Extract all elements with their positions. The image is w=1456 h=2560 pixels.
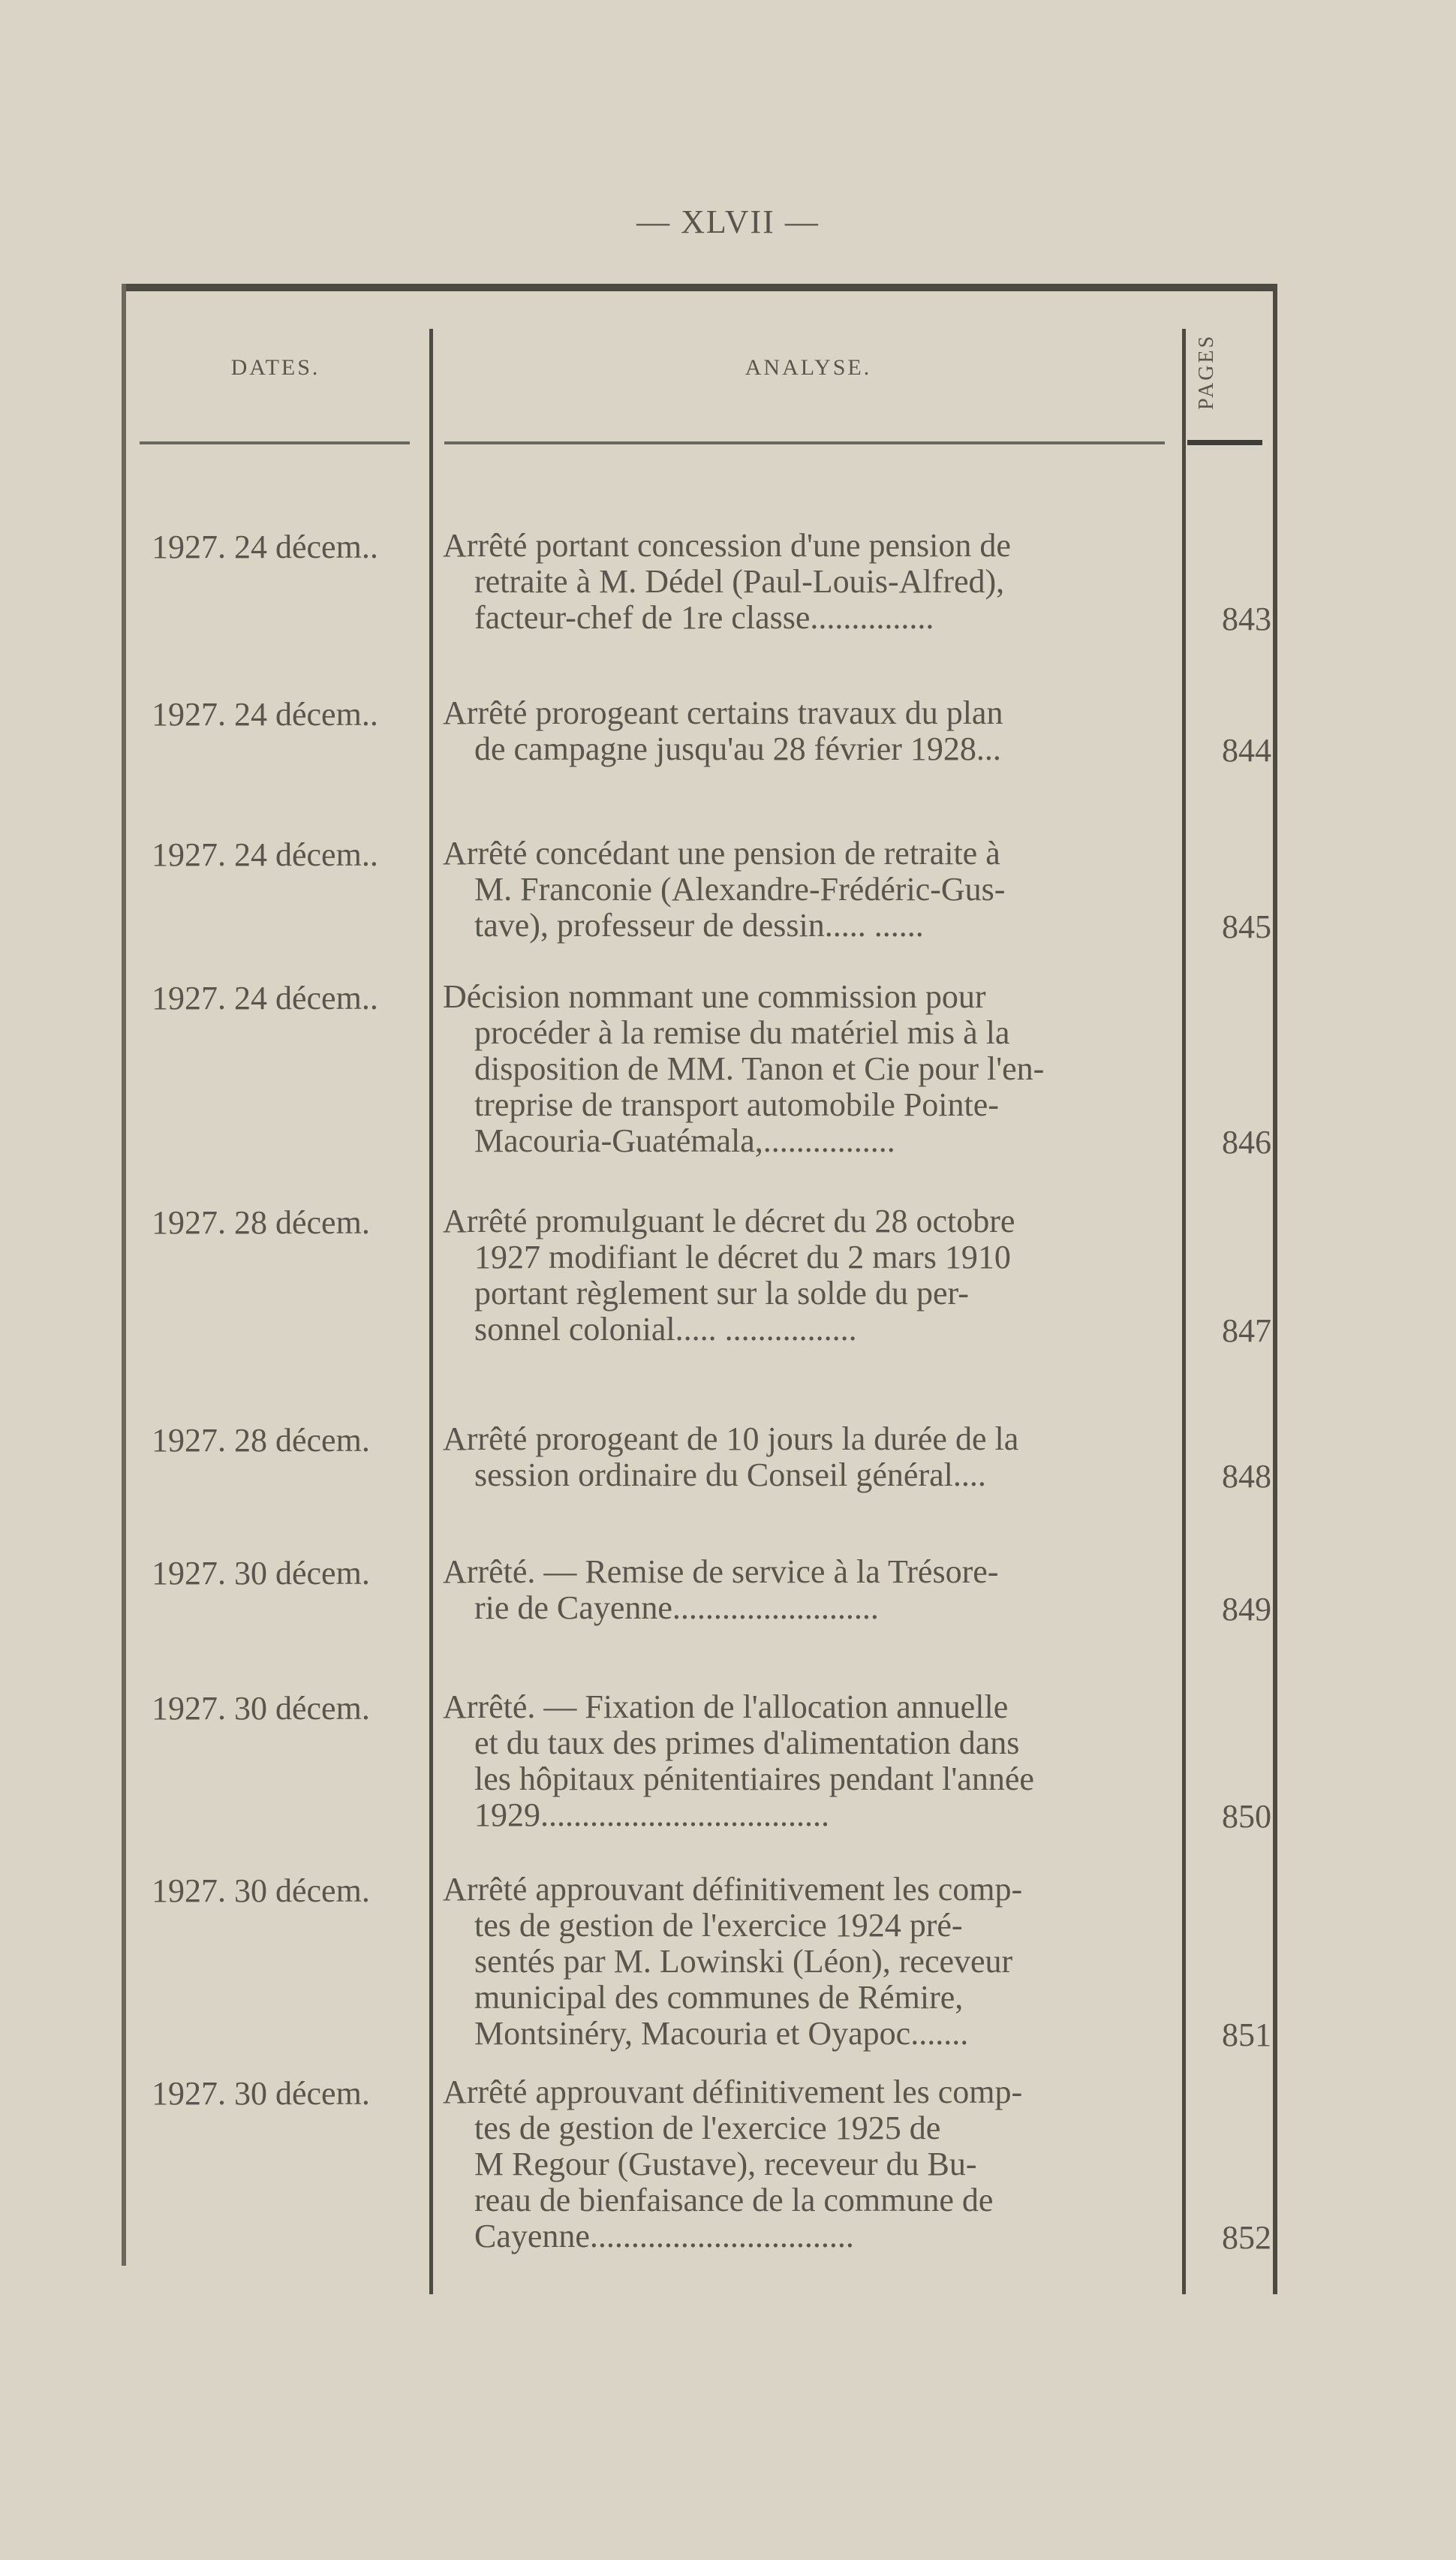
entry-page-number: 849 xyxy=(1222,1591,1271,1628)
entry-date: 1927. 24 décem.. xyxy=(152,696,378,733)
header-underline-analyse xyxy=(444,441,1165,444)
entry-analysis-line: M. Franconie (Alexandre-Frédéric-Gus- xyxy=(474,872,1006,908)
entry-page-number: 844 xyxy=(1222,732,1271,769)
entry-analysis xyxy=(443,1554,1169,1626)
column-divider-dates xyxy=(429,329,433,2294)
entry-analysis-line: Arrêté prorogeant certains travaux du plan xyxy=(443,695,1003,731)
entry-analysis-line: tes de gestion de l'exercice 1925 de xyxy=(474,2110,941,2146)
entry-analysis xyxy=(443,1689,1169,1833)
entry-analysis-line: 1927 modifiant le décret du 2 mars 1910 xyxy=(474,1239,1011,1275)
entry-analysis-line: tes de gestion de l'exercice 1924 pré- xyxy=(474,1908,963,1944)
entry-analysis-line: de campagne jusqu'au 28 février 1928... xyxy=(474,731,1001,767)
entry-analysis xyxy=(443,528,1169,636)
table-right-rule xyxy=(1273,284,1277,2294)
entry-analysis-line: sentés par M. Lowinski (Léon), receveur xyxy=(474,1944,1013,1980)
entry-analysis-line: rie de Cayenne......................... xyxy=(474,1590,879,1626)
entry-analysis-line: procéder à la remise du matériel mis à la xyxy=(474,1015,1010,1051)
header-underline-dates xyxy=(140,441,410,444)
column-header-dates: DATES. xyxy=(230,355,320,380)
entry-analysis-line: M Regour (Gustave), receveur du Bu- xyxy=(474,2146,977,2182)
entry-analysis-line: Montsinéry, Macouria et Oyapoc....... xyxy=(474,2016,969,2052)
column-header-analyse: ANALYSE. xyxy=(745,355,872,380)
entry-analysis-line: 1929................................... xyxy=(474,1797,829,1833)
entry-analysis-line: Arrêté promulguant le décret du 28 octobre xyxy=(443,1203,1015,1239)
column-divider-pages xyxy=(1182,329,1186,2294)
entry-analysis-line: tave), professeur de dessin..... ...... xyxy=(474,908,924,944)
entry-analysis-line: Arrêté concédant une pension de retraite à xyxy=(443,836,1000,872)
entry-page-number: 848 xyxy=(1222,1458,1271,1495)
entry-page-number: 847 xyxy=(1222,1312,1271,1349)
entry-analysis-line: et du taux des primes d'alimentation dans xyxy=(474,1725,1020,1761)
entry-analysis xyxy=(443,979,1169,1159)
entry-analysis-line: Macouria-Guatémala,................ xyxy=(474,1123,895,1159)
entry-analysis-line: Arrêté portant concession d'une pension de xyxy=(443,528,1011,564)
entry-page-number: 845 xyxy=(1222,908,1271,945)
entry-analysis-line: facteur-chef de 1re classe............... xyxy=(474,600,934,636)
entry-analysis-line: reau de bienfaisance de la commune de xyxy=(474,2182,994,2218)
entry-page-number: 851 xyxy=(1222,2016,1271,2053)
table-top-rule xyxy=(122,284,1277,291)
entry-date: 1927. 24 décem.. xyxy=(152,836,378,873)
entry-page-number: 850 xyxy=(1222,1798,1271,1835)
entry-analysis-line: disposition de MM. Tanon et Cie pour l'en- xyxy=(474,1051,1045,1087)
entry-analysis-line: Arrêté prorogeant de 10 jours la durée de la xyxy=(443,1421,1019,1457)
entry-analysis-line: Arrêté. — Fixation de l'allocation annuelle xyxy=(443,1689,1009,1725)
entry-date: 1927. 28 décem. xyxy=(152,1204,370,1241)
page-number: — XLVII — xyxy=(636,203,820,240)
entry-analysis-line: treprise de transport automobile Pointe- xyxy=(474,1087,999,1123)
entry-analysis-line: Arrêté approuvant définitivement les comp- xyxy=(443,1872,1023,1908)
table-left-rule xyxy=(122,284,126,2266)
entry-analysis-line: retraite à M. Dédel (Paul-Louis-Alfred), xyxy=(474,564,1005,600)
entry-analysis-line: sonnel colonial..... ................ xyxy=(474,1312,857,1348)
entry-analysis xyxy=(443,836,1169,944)
entry-date: 1927. 30 décem. xyxy=(152,1872,370,1909)
entry-page-number: 852 xyxy=(1222,2219,1271,2256)
entry-date: 1927. 30 décem. xyxy=(152,2075,370,2112)
entry-analysis xyxy=(443,1421,1169,1493)
entry-analysis-line: portant règlement sur la solde du per- xyxy=(474,1275,969,1312)
entry-date: 1927. 24 décem.. xyxy=(152,980,378,1016)
header-underline-pages xyxy=(1187,440,1262,445)
entry-page-number: 843 xyxy=(1222,601,1271,637)
entry-analysis-line: Décision nommant une commission pour xyxy=(443,979,986,1015)
entry-analysis xyxy=(443,695,1169,767)
entry-page-number: 846 xyxy=(1222,1124,1271,1161)
entry-date: 1927. 30 décem. xyxy=(152,1690,370,1727)
column-header-pages: PAGES xyxy=(1195,333,1218,411)
entry-analysis-line: Arrêté approuvant définitivement les comp- xyxy=(443,2074,1023,2110)
entry-analysis-line: Arrêté. — Remise de service à la Trésore- xyxy=(443,1554,999,1590)
entry-analysis xyxy=(443,1872,1169,2052)
entry-analysis-line: municipal des communes de Rémire, xyxy=(474,1980,964,2016)
entry-analysis xyxy=(443,1203,1169,1348)
entry-date: 1927. 24 décem.. xyxy=(152,529,378,565)
entry-analysis-line: les hôpitaux pénitentiaires pendant l'année xyxy=(474,1761,1034,1797)
entry-analysis-line: session ordinaire du Conseil général.... xyxy=(474,1457,986,1493)
entry-analysis xyxy=(443,2074,1169,2254)
entry-analysis-line: Cayenne................................ xyxy=(474,2218,854,2254)
entry-date: 1927. 30 décem. xyxy=(152,1555,370,1592)
index-table xyxy=(122,284,1277,2294)
entry-date: 1927. 28 décem. xyxy=(152,1422,370,1459)
